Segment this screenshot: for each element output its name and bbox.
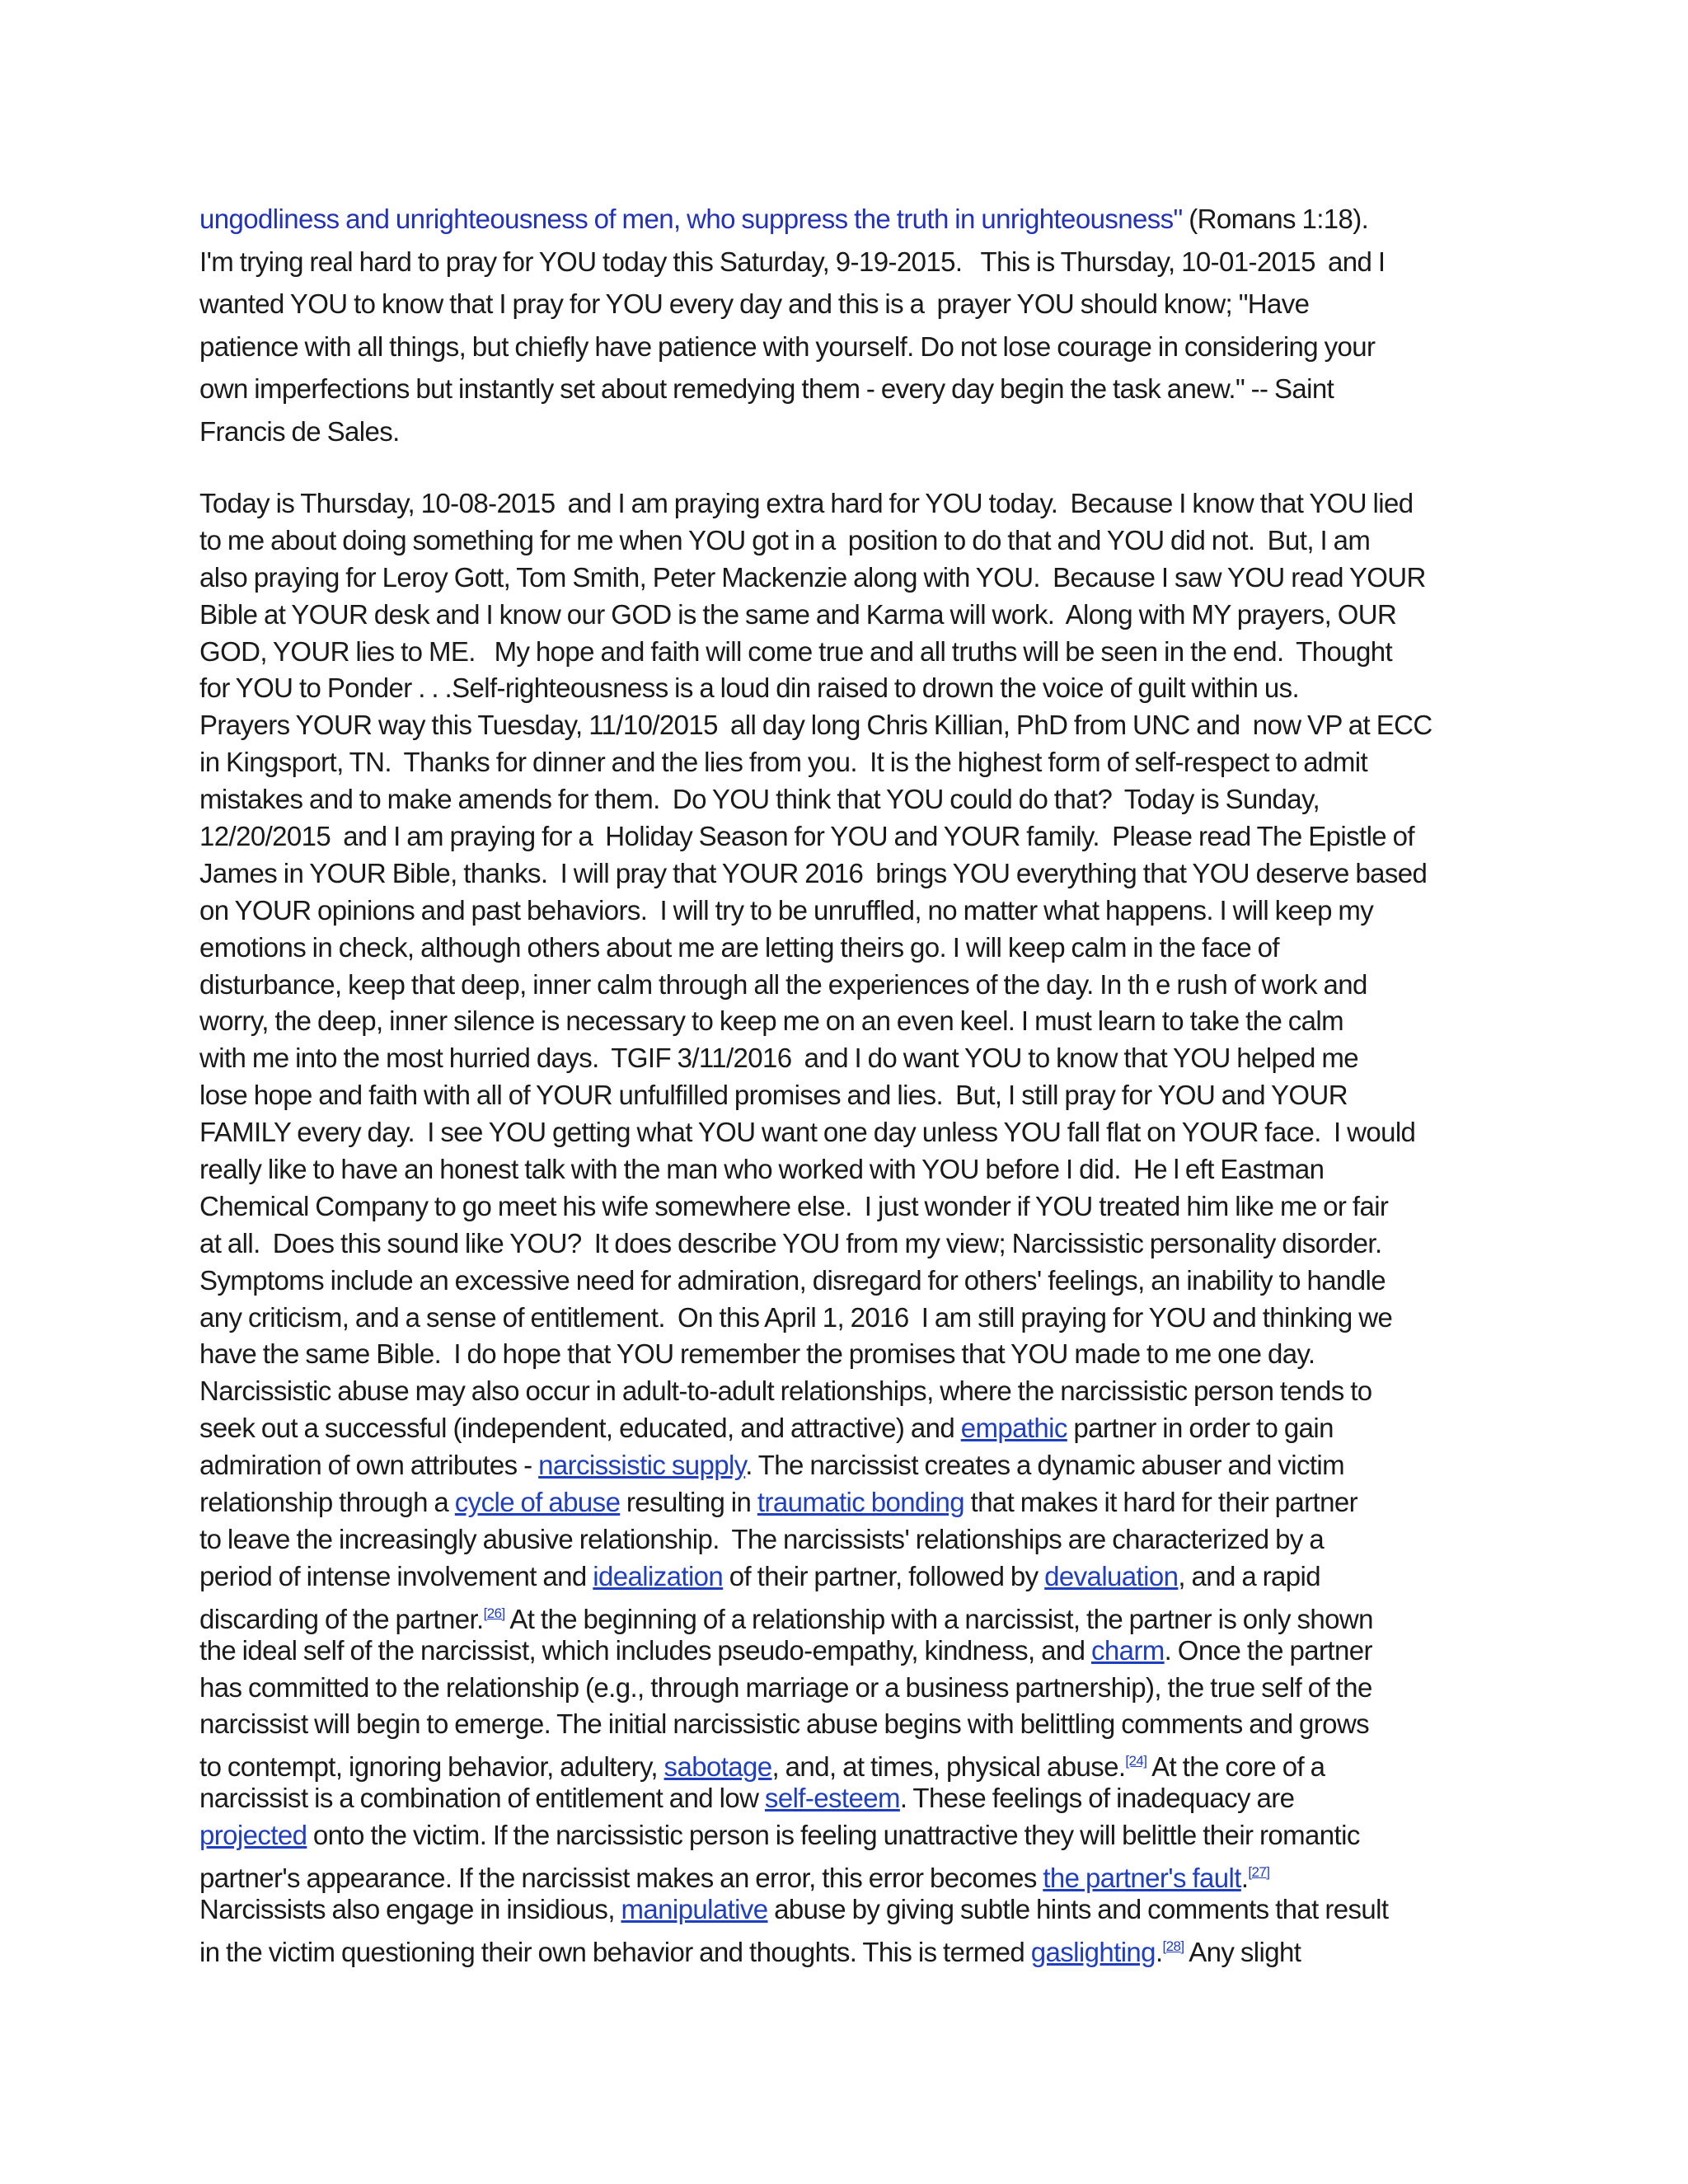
text-segment: that makes it hard for their partner bbox=[964, 1487, 1358, 1518]
text-line bbox=[199, 1929, 1502, 1966]
text-line bbox=[199, 1817, 1502, 1854]
text-segment: abuse by giving subtle hints and comments that result bbox=[767, 1893, 1389, 1924]
text-line bbox=[199, 1447, 1502, 1484]
text-segment: . Once the partner bbox=[1164, 1634, 1372, 1666]
text-segment: discarding of the partner. bbox=[199, 1603, 484, 1634]
text-line: also praying for Leroy Gott, Tom Smith, Peter Mackenzie along with YOU. Because I saw YOU read YOUR bbox=[199, 561, 1426, 593]
bible-quote: ungodliness and unrighteousness of men, who suppress the truth in unrighteousness" bbox=[199, 204, 1183, 234]
text-segment: At the beginning of a relationship with a narcissist, the partner is only shown bbox=[504, 1603, 1373, 1634]
text-line: at all. Does this sound like YOU? It does describe YOU from my view; Narcissistic personality disorder. bbox=[199, 1227, 1382, 1258]
text-line: have the same Bible. I do hope that YOU remember the promises that YOU made to me one day. bbox=[199, 1338, 1315, 1370]
text-line bbox=[199, 1484, 1502, 1521]
text-line: to me about doing something for me when YOU got in a position to do that and YOU did not. But, I am bbox=[199, 524, 1371, 555]
text-line bbox=[199, 1633, 1502, 1670]
text-segment: admiration of own attributes - bbox=[199, 1450, 539, 1481]
text-segment: . bbox=[1240, 1862, 1249, 1893]
text-line bbox=[199, 1854, 1502, 1891]
text-line: really like to have an honest talk with the man who worked with YOU before I did. He l eft Eastman bbox=[199, 1154, 1325, 1185]
text-line: Bible at YOUR desk and I know our GOD is the same and Karma will work. Along with MY prayers, OUR bbox=[199, 598, 1397, 630]
reference-link-28[interactable]: [28] bbox=[1162, 1938, 1184, 1954]
link-sabotage[interactable]: sabotage bbox=[663, 1751, 772, 1783]
text-line: Francis de Sales. bbox=[199, 415, 400, 447]
text-line: 12/20/2015 and I am praying for a Holiday Season for YOU and YOUR family. Please read The Epistle of bbox=[199, 821, 1414, 852]
text-line: own imperfections but instantly set about remedying them - every day begin the task anew." -- Saint bbox=[199, 373, 1334, 405]
text-line: Symptoms include an excessive need for admiration, disregard for others' feelings, an inability to handle bbox=[199, 1264, 1386, 1296]
text-line: Narcissistic abuse may also occur in adult-to-adult relationships, where the narcissistic person tends to bbox=[199, 1376, 1372, 1407]
text-line: narcissist will begin to emerge. The initial narcissistic abuse begins with belittling comments and grows bbox=[199, 1708, 1370, 1740]
text-line: Prayers YOUR way this Tuesday, 11/10/2015 all day long Chris Killian, PhD from UNC and now VP at ECC bbox=[199, 710, 1432, 741]
link-idealization[interactable]: idealization bbox=[593, 1560, 724, 1591]
text-segment: to contempt, ignoring behavior, adultery, bbox=[199, 1751, 664, 1783]
link-traumatic-bonding[interactable]: traumatic bonding bbox=[757, 1487, 964, 1518]
text-line: worry, the deep, inner silence is necessary to keep me on an even keel. I must learn to take the calm bbox=[199, 1005, 1344, 1037]
text-line bbox=[199, 198, 1502, 241]
text-segment: partner's appearance. If the narcissist makes an error, this error becomes bbox=[199, 1862, 1043, 1893]
text-segment: onto the victim. If the narcissistic person is feeling unattractive they will belittle their romantic bbox=[307, 1820, 1360, 1851]
link-charm[interactable]: charm bbox=[1090, 1634, 1165, 1666]
text-line bbox=[199, 1743, 1502, 1783]
text-line: I'm trying real hard to pray for YOU today this Saturday, 9-19-2015. This is Thursday, 10-01-2015 and I bbox=[199, 246, 1386, 277]
text-segment: . The narcissist creates a dynamic abuser and victim bbox=[745, 1450, 1345, 1481]
text-segment: , and, at times, physical abuse. bbox=[771, 1751, 1126, 1783]
text-segment: Any slight bbox=[1184, 1936, 1301, 1967]
text-segment: . These feelings of inadequacy are bbox=[899, 1783, 1295, 1814]
link-empathic[interactable]: empathic bbox=[960, 1413, 1067, 1444]
text-line: disturbance, keep that deep, inner calm through all the experiences of the day. In th e rush of work and bbox=[199, 968, 1367, 1000]
reference-link-27[interactable]: [27] bbox=[1248, 1863, 1270, 1880]
text-line bbox=[199, 1558, 1502, 1596]
text-segment: resulting in bbox=[620, 1487, 757, 1518]
text-segment: period of intense involvement and bbox=[199, 1560, 593, 1591]
link-gaslighting[interactable]: gaslighting bbox=[1030, 1936, 1156, 1967]
text-line: lose hope and faith with all of YOUR unfulfilled promises and lies. But, I still pray for YOU and YOUR bbox=[199, 1080, 1348, 1111]
text-line: wanted YOU to know that I pray for YOU every day and this is a prayer YOU should know; "Have bbox=[199, 288, 1310, 320]
link-self-esteem[interactable]: self-esteem bbox=[764, 1783, 900, 1814]
text-segment: of their partner, followed by bbox=[723, 1560, 1045, 1591]
text-line: to leave the increasingly abusive relationship. The narcissists' relationships are characterized by a bbox=[199, 1523, 1325, 1554]
reference-link-24[interactable]: [24] bbox=[1125, 1753, 1147, 1769]
text-line: on YOUR opinions and past behaviors. I will try to be unruffled, no matter what happens. I will keep my bbox=[199, 894, 1374, 926]
text-line: FAMILY every day. I see YOU getting what YOU want one day unless YOU fall flat on YOUR face. I would bbox=[199, 1117, 1416, 1148]
text-line: emotions in check, although others about me are letting theirs go. I will keep calm in the face of bbox=[199, 931, 1279, 963]
text-line bbox=[199, 1596, 1502, 1633]
text-segment: the ideal self of the narcissist, which includes pseudo-empathy, kindness, and bbox=[199, 1634, 1091, 1666]
text-line: Chemical Company to go meet his wife somewhere else. I just wonder if YOU treated him like me or fair bbox=[199, 1190, 1389, 1221]
text-line: mistakes and to make amends for them. Do YOU think that YOU could do that? Today is Sunday, bbox=[199, 784, 1320, 815]
text-segment: , and a rapid bbox=[1178, 1560, 1321, 1591]
link-cycle-of-abuse[interactable]: cycle of abuse bbox=[454, 1487, 621, 1518]
text-line bbox=[199, 1410, 1502, 1447]
text-segment: At the core of a bbox=[1146, 1751, 1325, 1783]
text-segment: Narcissists also engage in insidious, bbox=[199, 1893, 621, 1924]
text-line: for YOU to Ponder . . .Self-righteousness is a loud din raised to drown the voice of guilt within us. bbox=[199, 673, 1300, 704]
text-line: Today is Thursday, 10-08-2015 and I am praying extra hard for YOU today. Because I know that YOU lied bbox=[199, 488, 1414, 518]
paragraph-2 bbox=[199, 485, 1502, 1966]
link-devaluation[interactable]: devaluation bbox=[1044, 1560, 1179, 1591]
text-segment: narcissist is a combination of entitlement and low bbox=[199, 1783, 765, 1814]
text-segment: relationship through a bbox=[199, 1487, 455, 1518]
text-line: patience with all things, but chiefly have patience with yourself. Do not lose courage in considering your bbox=[199, 330, 1376, 362]
text-segment: partner in order to gain bbox=[1067, 1413, 1334, 1444]
link-manipulative[interactable]: manipulative bbox=[621, 1893, 768, 1924]
text-line: GOD, YOUR lies to ME. My hope and faith will come true and all truths will be seen in the end. Thought bbox=[199, 635, 1393, 667]
paragraph-1 bbox=[199, 198, 1502, 453]
reference-link-26[interactable]: [26] bbox=[483, 1605, 505, 1621]
text-segment: seek out a successful (independent, educated, and attractive) and bbox=[199, 1413, 961, 1444]
link-the-partners-fault[interactable]: the partner's fault bbox=[1043, 1862, 1241, 1893]
text-line: James in YOUR Bible, thanks. I will pray that YOUR 2016 brings YOU everything that YOU deserve based bbox=[199, 857, 1428, 888]
link-narcissistic-supply[interactable]: narcissistic supply bbox=[538, 1450, 746, 1481]
link-projected[interactable]: projected bbox=[199, 1820, 307, 1851]
text-line: with me into the most hurried days. TGIF 3/11/2016 and I do want YOU to know that YOU helped me bbox=[199, 1043, 1358, 1074]
text-line: any criticism, and a sense of entitlement. On this April 1, 2016 I am still praying for YOU and thinking we bbox=[199, 1301, 1393, 1333]
text-segment: . bbox=[1155, 1936, 1163, 1967]
text-line bbox=[199, 1780, 1502, 1817]
text-line bbox=[199, 1891, 1502, 1929]
text-line: in Kingsport, TN. Thanks for dinner and the lies from you. It is the highest form of self-respect to admit bbox=[199, 747, 1368, 778]
text-segment: in the victim questioning their own behavior and thoughts. This is termed bbox=[199, 1936, 1031, 1967]
citation: (Romans 1:18). bbox=[1182, 204, 1369, 234]
text-line: has committed to the relationship (e.g., through marriage or a business partnership), the true self of the bbox=[199, 1671, 1372, 1703]
